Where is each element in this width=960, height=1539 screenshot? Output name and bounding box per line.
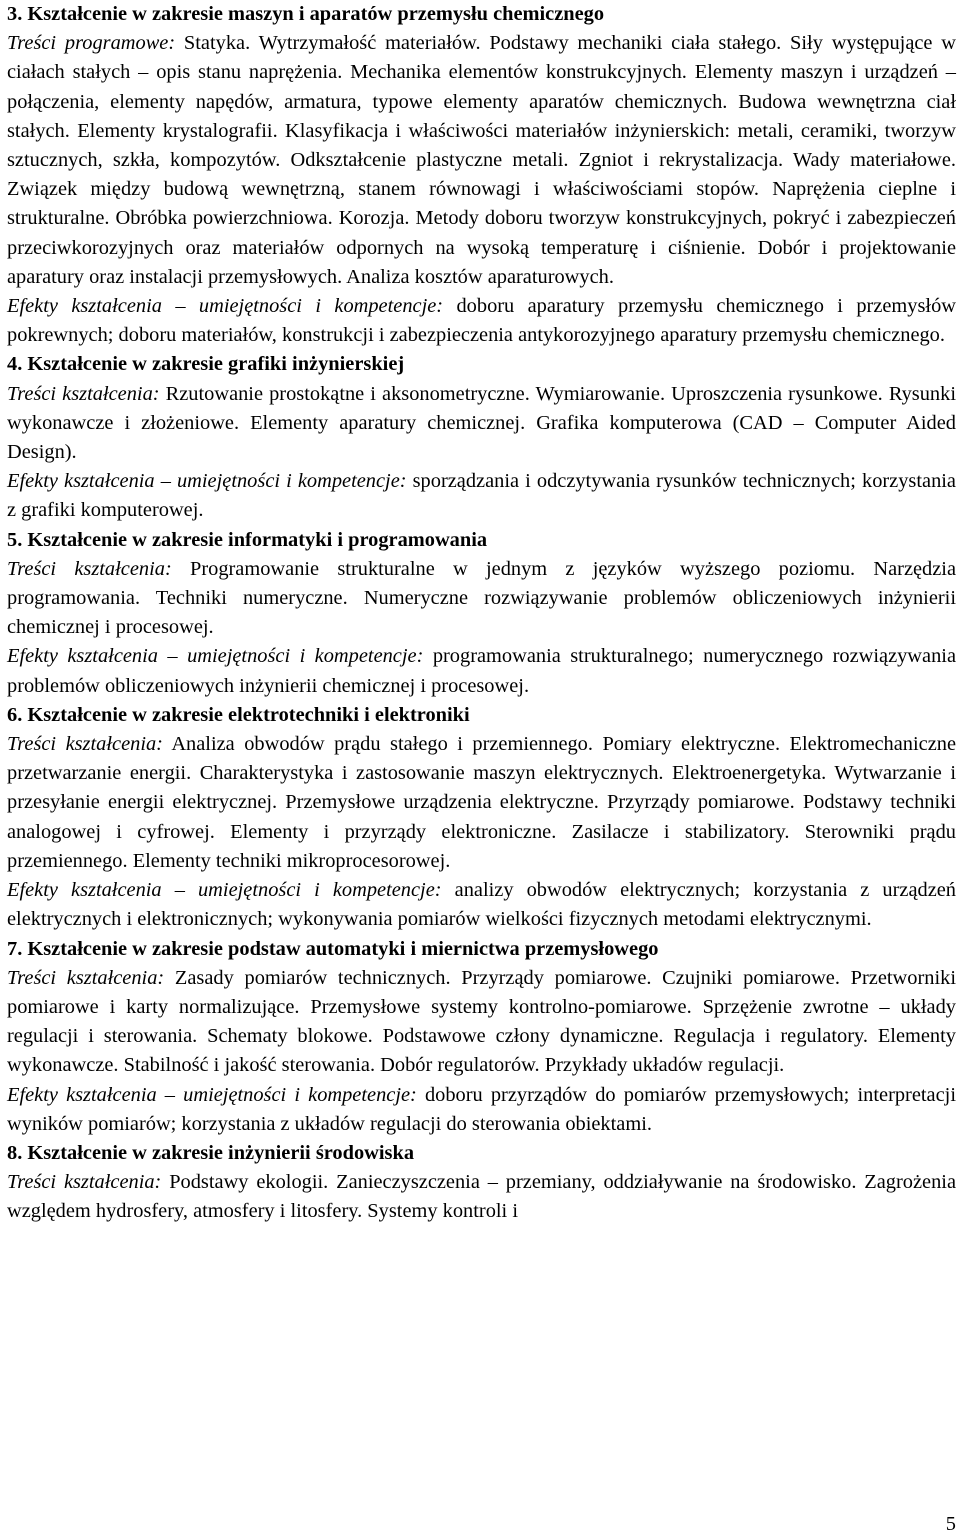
document-page — [7, 0, 956, 1227]
section-3 — [7, 0, 956, 350]
content-label: Treści kształcenia: — [7, 382, 160, 405]
effects-paragraph — [7, 292, 956, 350]
content-paragraph — [7, 964, 956, 1081]
effects-text: sporządzania i odczytywania rysunków technicznych; korzystania z grafiki komputerowej. — [7, 470, 956, 522]
section-8 — [7, 1139, 956, 1227]
content-paragraph — [7, 1168, 956, 1226]
content-paragraph — [7, 380, 956, 468]
section-heading: 7. Kształcenie w zakresie podstaw automatyki i miernictwa przemysłowego — [7, 937, 659, 960]
section-heading: 8. Kształcenie w zakresie inżynierii środowiska — [7, 1141, 415, 1164]
effects-paragraph — [7, 1081, 956, 1139]
section-6 — [7, 701, 956, 935]
effects-paragraph — [7, 467, 956, 525]
effects-paragraph — [7, 642, 956, 700]
content-label: Treści programowe: — [7, 32, 176, 55]
content-label: Treści kształcenia: — [7, 1171, 162, 1194]
content-text: Rzutowanie prostokątne i aksonometryczne. Wymiarowanie. Uproszczenia rysunkowe. Rysunki wykonawcze i złożeniowe. Elementy aparatury chemicznej. Grafika komputerowa (CAD – Computer Aided Design). — [7, 382, 956, 464]
section-heading: 6. Kształcenie w zakresie elektrotechniki i elektroniki — [7, 703, 470, 726]
section-heading: 4. Kształcenie w zakresie grafiki inżynierskiej — [7, 353, 405, 376]
section-7 — [7, 935, 956, 1139]
section-4 — [7, 350, 956, 525]
section-heading: 5. Kształcenie w zakresie informatyki i programowania — [7, 528, 488, 551]
effects-label: Efekty kształcenia – umiejętności i kompetencje: — [7, 645, 424, 668]
content-text: Statyka. Wytrzymałość materiałów. Podstawy mechaniki ciała stałego. Siły występujące w ciałach stałych – opis stanu naprężenia. Mechanika elementów konstrukcyjnych. Elementy maszyn i urządzeń – połączenia, elementy napędów, armatura, typowe elementy aparatów chemicznych. Budowa wewnętrzna ciał stałych. Elementy krystalografii. Klasyfikacja i właściwości materiałów inżynierskich: metali, ceramiki, tworzyw sztucznych, szkła, kompozytów. Odkształcenie plastyczne metali. Zgniot i rekrystalizacja. Wady materiałowe. Związek między budową wewnętrzną, stanem równowagi i właściwościami stopów. Naprężenia cieplne i strukturalne. Obróbka powierzchniowa. Korozja. Metody doboru tworzyw konstrukcyjnych, pokryć i zabezpieczeń przeciwkorozyjnych oraz materiałów odpornych na wysoką temperaturę i ciśnienie. Dobór i projektowanie aparatury oraz instalacji przemysłowych. Analiza kosztów aparaturowych. — [7, 32, 956, 288]
content-text: Analiza obwodów prądu stałego i przemiennego. Pomiary elektryczne. Elektromechaniczne przetwarzanie energii. Charakterystyka i zastosowanie maszyn elektrycznych. Elektroenergetyka. Wytwarzanie i przesyłanie energii elektrycznej. Przemysłowe urządzenia elektryczne. Przyrządy pomiarowe. Podstawy techniki analogowej i cyfrowej. Elementy i przyrządy elektroniczne. Zasilacze i stabilizatory. Sterowniki prądu przemiennego. Elementy techniki mikroprocesorowej. — [7, 733, 956, 872]
effects-label: Efekty kształcenia – umiejętności i kompetencje: — [7, 295, 444, 318]
effects-label: Efekty kształcenia – umiejętności i kompetencje: — [7, 879, 442, 902]
content-text: Podstawy ekologii. Zanieczyszczenia – przemiany, oddziaływanie na środowisko. Zagrożenia względem hydrosfery, atmosfery i litosfery. Systemy kontroli i — [7, 1171, 956, 1223]
effects-text: doboru przyrządów do pomiarów przemysłowych; interpretacji wyników pomiarów; korzystania z układów regulacji do sterowania obiektami. — [7, 1083, 956, 1135]
content-paragraph — [7, 29, 956, 292]
effects-paragraph — [7, 876, 956, 934]
section-heading: 3. Kształcenie w zakresie maszyn i aparatów przemysłu chemicznego — [7, 3, 605, 25]
content-paragraph — [7, 555, 956, 643]
effects-label: Efekty kształcenia – umiejętności i kompetencje: — [7, 470, 407, 493]
content-label: Treści kształcenia: — [7, 966, 165, 989]
content-text: Programowanie strukturalne w jednym z języków wyższego poziomu. Narzędzia programowania. Techniki numeryczne. Numeryczne rozwiązywanie problemów obliczeniowych inżynierii chemicznej i procesowej. — [7, 557, 956, 639]
section-5 — [7, 526, 956, 701]
effects-text: analizy obwodów elektrycznych; korzystania z urządzeń elektrycznych i elektronicznych; wykonywania pomiarów wielkości fizycznych metodami elektrycznymi. — [7, 879, 956, 931]
effects-text: doboru aparatury przemysłu chemicznego i przemysłów pokrewnych; doboru materiałów, konstrukcji i zabezpieczenia antykorozyjnego aparatury przemysłu chemicznego. — [7, 295, 956, 347]
effects-label: Efekty kształcenia – umiejętności i kompetencje: — [7, 1083, 417, 1106]
effects-text: programowania strukturalnego; numerycznego rozwiązywania problemów obliczeniowych inżynierii chemicznej i procesowej. — [7, 645, 956, 697]
content-paragraph — [7, 730, 956, 876]
page-number: 5 — [945, 1513, 956, 1535]
content-label: Treści kształcenia: — [7, 733, 163, 756]
content-label: Treści kształcenia: — [7, 557, 172, 580]
content-text: Zasady pomiarów technicznych. Przyrządy pomiarowe. Czujniki pomiarowe. Przetworniki pomiarowe i karty normalizujące. Przemysłowe systemy kontrolno-pomiarowe. Sprzężenie zwrotne – układy regulacji i sterowania. Schematy blokowe. Podstawowe człony dynamiczne. Regulacja i regulatory. Elementy wykonawcze. Stabilność i jakość sterowania. Dobór regulatorów. Przykłady układów regulacji. — [7, 966, 956, 1077]
